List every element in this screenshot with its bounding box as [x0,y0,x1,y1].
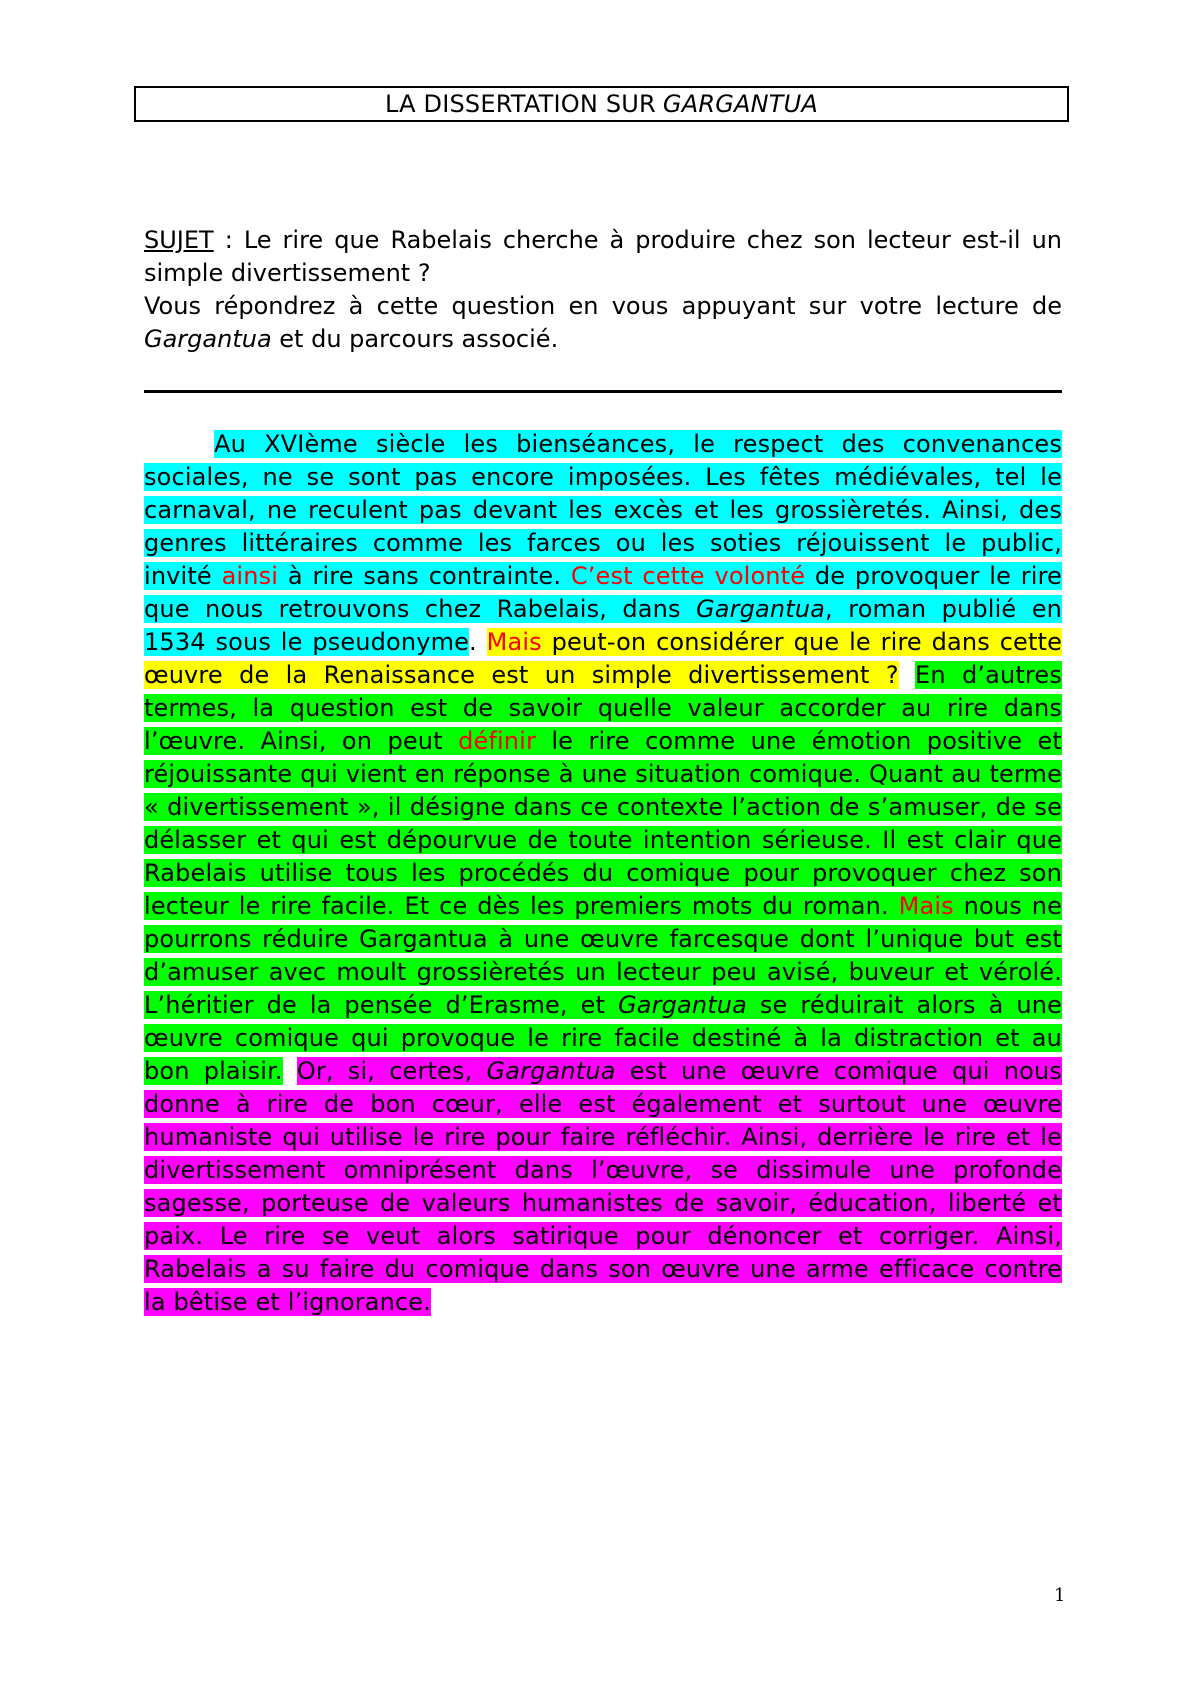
subject-block [144,224,1062,356]
separator-rule [144,390,1062,393]
connector-mais: Mais [486,628,542,656]
work-title-italic: Gargantua [696,595,826,623]
highlight-problematic: Mais peut-on considérer que le rire dans cette œuvre de la Renaissance est un simple divertissement ? [144,628,1063,689]
essay-paragraph: Au XVIème siècle les bienséances, le respect des convenances sociales, ne se sont pas encore imposées. Les fêtes médiévales, tel le carnaval, ne reculent pas devant les excès et les grossièretés. Ainsi, des genres littéraires comme les farces ou les soties réjouissent le public, invité ainsi à rire sans contrainte. C’est cette volonté de provoquer le rire que nous retrouvons chez Rabelais, dans Gargantua, roman publié en 1534 sous le pseudonyme. Mais peut-on considérer que le rire dans cette œuvre de la Renaissance est un simple divertissement ? En d’autres termes, la question est de savoir quelle valeur accorder au rire dans l’œuvre. Ainsi, on peut définir le rire comme une émotion positive et réjouissante qui vient en réponse à une situation comique. Quant au terme « divertissement », il désigne dans ce contexte l’action de s’amuser, de se délasser et qui est dépourvue de toute intention sérieuse. Il est clair que Rabelais utilise tous les procédés du comique pour provoquer chez son lecteur le rire facile. Et ce dès les premiers mots du roman. Mais nous ne pourrons réduire Gargantua à une œuvre farcesque dont l’unique but est d’amuser avec moult grossièretés un lecteur peu avisé, buveur et vérolé. L’héritier de la pensée d’Erasme, et Gargantua se réduirait alors à une œuvre comique qui provoque le rire facile destiné à la distraction et au bon plaisir. Or, si, certes, Gargantua est une œuvre comique qui nous donne à rire de bon cœur, elle est également et surtout une œuvre humaniste qui utilise le rire pour faire réfléchir. Ainsi, derrière le rire et le divertissement omniprésent dans l’œuvre, se dissimule une profonde sagesse, porteuse de valeurs humanistes de savoir, éducation, liberté et paix. Le rire se veut alors satirique pour dénoncer et corriger. Ainsi, Rabelais a su faire du comique dans son œuvre une arme efficace contre la bêtise et l’ignorance. [144,430,1063,1316]
highlight-plan: Or, si, certes, Gargantua est une œuvre comique qui nous donne à rire de bon cœur, elle est également et surtout une œuvre humaniste qui utilise le rire pour faire réfléchir. Ainsi, derrière le rire et le divertissement omniprésent dans l’œuvre, se dissimule une profonde sagesse, porteuse de valeurs humanistes de savoir, éducation, liberté et paix. Le rire se veut alors satirique pour dénoncer et corriger. Ainsi, Rabelais a su faire du comique dans son œuvre une arme efficace contre la bêtise et l’ignorance. [144,1057,1062,1316]
subject-question: : Le rire que Rabelais cherche à produire chez son lecteur est-il un simple divertissement ? [144,226,1062,287]
subject-label: SUJET [144,226,214,254]
document-title [134,86,1069,122]
page-number: 1 [1054,1585,1066,1606]
highlight-definitions: En d’autres termes, la question est de savoir quelle valeur accorder au rire dans l’œuvre. Ainsi, on peut définir le rire comme une émotion positive et réjouissante qui vient en réponse à une situation comique. Quant au terme « divertissement », il désigne dans ce contexte l’action de s’amuser, de se délasser et qui est dépourvue de toute intention sérieuse. Il est clair que Rabelais utilise tous les procédés du comique pour provoquer chez son lecteur le rire facile. Et ce dès les premiers mots du roman. Mais nous ne pourrons réduire Gargantua à une œuvre farcesque dont l’unique but est d’amuser avec moult grossièretés un lecteur peu avisé, buveur et vérolé. L’héritier de la pensée d’Erasme, et Gargantua se réduirait alors à une œuvre comique qui provoque le rire facile destiné à la distraction et au bon plaisir. [144,661,1062,1085]
connector-ainsi: ainsi [221,562,279,590]
title-italic: GARGANTUA [662,90,819,118]
connector-volonte: C’est cette volonté [570,562,806,590]
subject-instruction-end: et du parcours associé. [271,325,559,353]
work-title-italic: Gargantua [486,1057,616,1085]
essay-introduction [144,428,1062,1319]
connector-mais-2: Mais [898,892,954,920]
highlight-context: Au XVIème siècle les bienséances, le respect des convenances sociales, ne se sont pas encore imposées. Les fêtes médiévales, tel le carnaval, ne reculent pas devant les excès et les grossièretés. Ainsi, des genres littéraires comme les farces ou les soties réjouissent le public, invité ainsi à rire sans contrainte. C’est cette volonté de provoquer le rire que nous retrouvons chez Rabelais, dans Gargantua, roman publié en 1534 sous le pseudonyme [144,430,1062,656]
subject-instruction: Vous répondrez à cette question en vous appuyant sur votre lecture de [144,292,1062,320]
work-title-italic: Gargantua [617,991,747,1019]
subject-work-title: Gargantua [144,325,272,353]
connector-definir: définir [458,727,536,755]
title-prefix: LA DISSERTATION SUR [384,90,656,118]
